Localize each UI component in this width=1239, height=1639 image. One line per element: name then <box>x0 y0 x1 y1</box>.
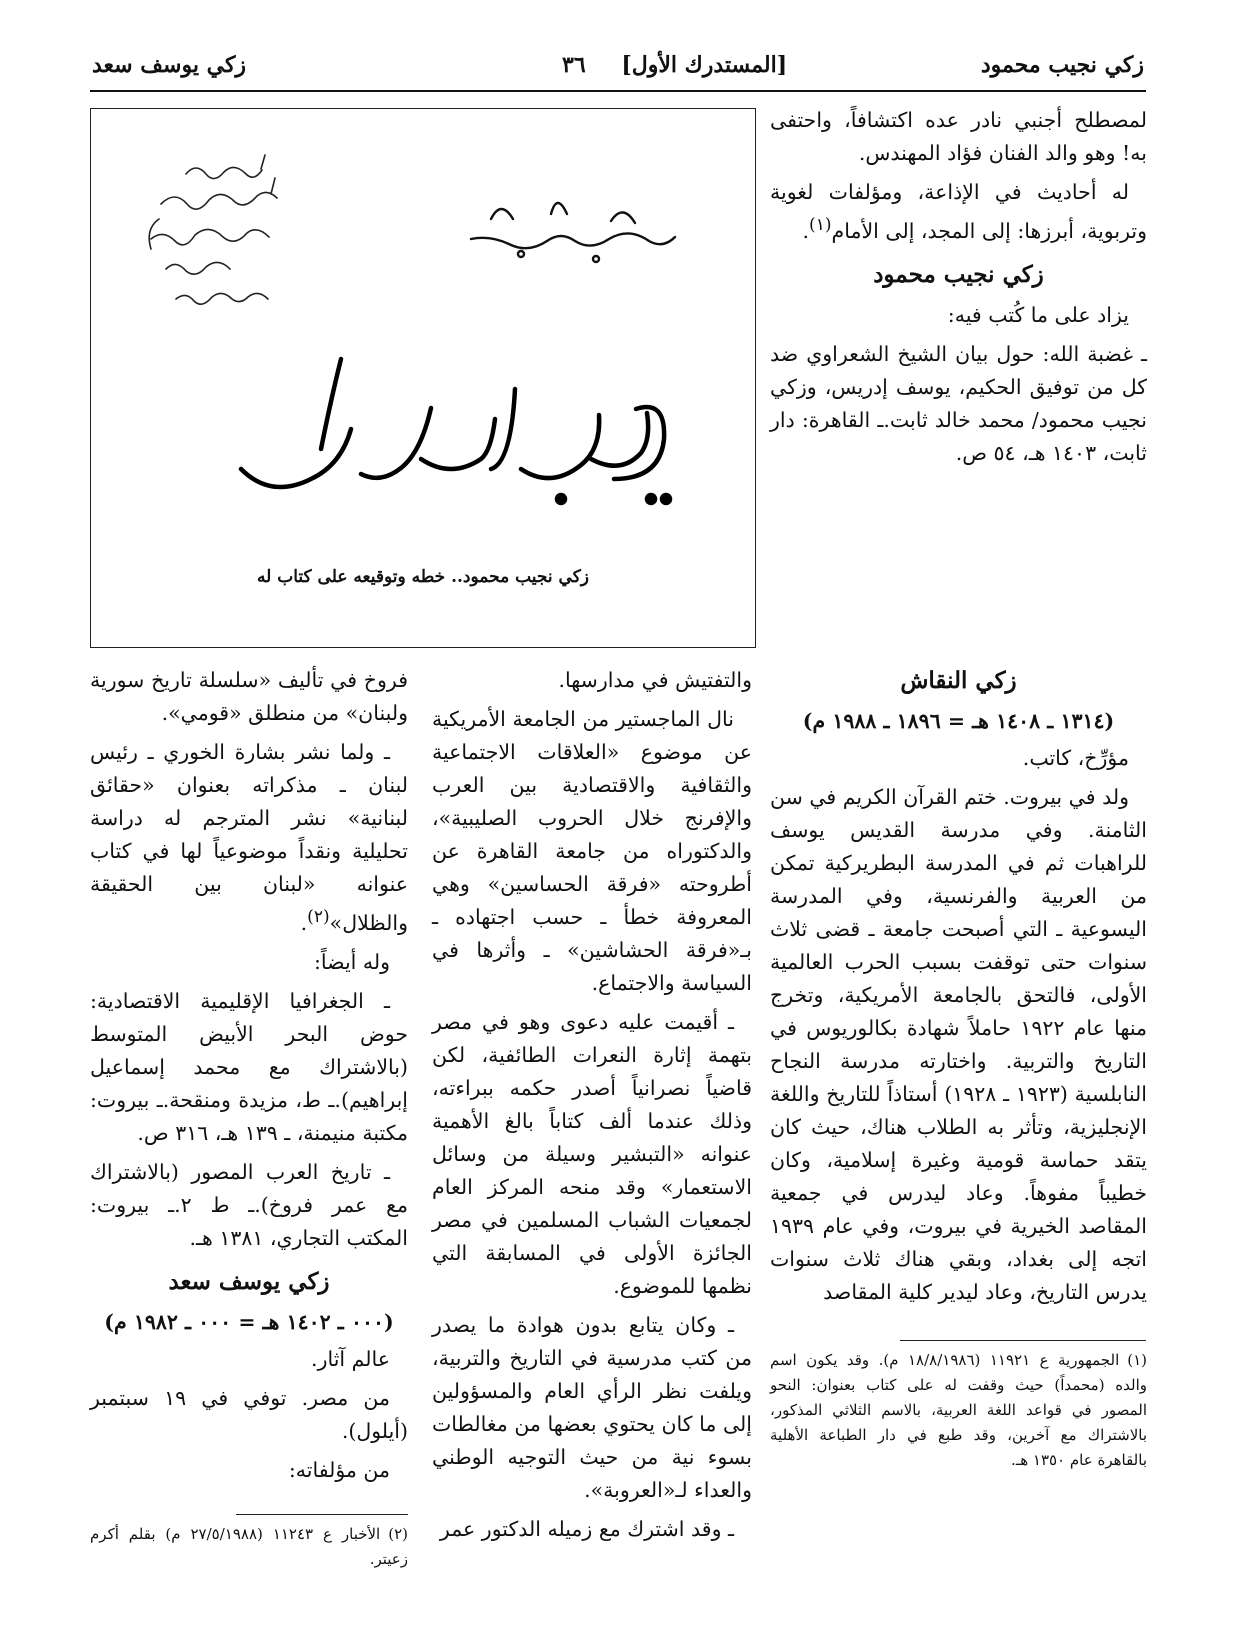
column-right-top <box>770 104 1147 476</box>
footnote-ref: (٢) <box>307 907 330 927</box>
dedication-scribble <box>149 155 277 304</box>
signature-scribble <box>471 203 675 262</box>
paragraph: ـ وقد اشترك مع زميله الدكتور عمر <box>439 1517 734 1541</box>
column-middle <box>432 664 752 1552</box>
footnote-2 <box>90 1522 408 1572</box>
header-section-title: [المستدرك الأول] <box>621 52 788 78</box>
paragraph: ـ وكان يتابع بدون هوادة ما يصدر من كتب مدرسية في التاريخ والتربية، ويلفت نظر الرأي العام والمسؤولين إلى ما كان يحتوي بعضها من مغالطات بسوء نية من حيث التوجيه الوطني والعداء لـ«العروبة». <box>432 1313 752 1502</box>
paragraph: ـ الجغرافيا الإقليمية الاقتصادية: حوض البحر الأبيض المتوسط (بالاشتراك مع محمد إسماعيل إبراهيم).ـ ط، مزيدة ومنقحة.ـ بيروت: مكتبة منيمنة، ـ ١٣٩ هـ، ٣١٦ ص. <box>90 988 408 1145</box>
title-calligraphy <box>241 359 670 503</box>
footnote-rule <box>236 1514 408 1515</box>
paragraph-text: ـ ولما نشر بشارة الخوري ـ رئيس لبنان ـ مذكراته بعنوان «حقائق لبنانية» نشر المترجم له دراسة تحليلية ونقداً موضوعياً لها في كتاب عنوانه «لبنان بين الحقيقة والظلال» <box>90 740 408 935</box>
footnote-rule <box>900 1340 1146 1341</box>
footnote-ref: (١) <box>809 215 832 235</box>
footnote-text: الجمهورية ع ١١٩٢١ (١٨/٨/١٩٨٦ م). وقد يكون اسم والده (محمداً) حيث وقفت له على كتاب بعنوان: النحو المصور في قواعد اللغة العربية، بالاسم الثلاثي المذكور، بالاشتراك مع آخرين، وقد طبع في دار الطباعة الأهلية بالقاهرة عام ١٣٥٠ هـ. <box>770 1351 1147 1469</box>
header-rule <box>90 90 1146 92</box>
paragraph: وله أيضاً: <box>314 949 390 974</box>
paragraph: مؤرِّخ، كاتب. <box>1022 746 1129 770</box>
paragraph-text: له أحاديث في الإذاعة، ومؤلفات لغوية وتربوية، أبرزها: إلى المجد، إلى الأمام <box>770 180 1147 243</box>
header-entry-left: زكي يوسف سعد <box>92 52 247 78</box>
paragraph: فروخ في تأليف «سلسلة تاريخ سورية ولبنان» من منطلق «قومي». <box>90 668 408 725</box>
footnote-1 <box>770 1348 1147 1473</box>
paragraph: والتفتيش في مدارسها. <box>558 668 752 692</box>
footnote-number: (٢) <box>388 1525 409 1543</box>
paragraph: لمصطلح أجنبي نادر عده اكتشافاً، واحتفى به! وهو والد الفنان فؤاد المهندس. <box>770 108 1147 165</box>
paragraph: من مصر. توفي في ١٩ سبتمبر (أيلول). <box>90 1385 408 1443</box>
entry-heading: زكي نجيب محمود <box>873 260 1044 288</box>
entry-dates: (١٣١٤ ـ ١٤٠٨ هـ = ١٨٩٦ ـ ١٩٨٨ م) <box>802 709 1115 733</box>
paragraph: عالم آثار. <box>311 1346 390 1371</box>
entry-dates: (٠٠٠ ـ ١٤٠٢ هـ = ٠٠٠ ـ ١٩٨٢ م) <box>104 1309 394 1334</box>
paragraph: ولد في بيروت. ختم القرآن الكريم في سن الثامنة. وفي مدرسة القديس يوسف للراهبات ثم في المدرسة البطريركية تمكن من العربية والفرنسية، وفي المدرسة اليسوعية ـ التي أصبحت جامعة ـ قضى ثلاث سنوات حتى توقفت بسبب الحرب العالمية الأولى، فالتحق بالجامعة الأمريكية، وتخرج منها عام ١٩٢٢ حاملاً شهادة بكالوريوس في التاريخ والتربية. واختارته مدرسة النجاح النابلسية (١٩٢٣ ـ ١٩٢٨) أستاذاً للتاريخ واللغة الإنجليزية، وتأثر به الطلاب هناك، حيث كان يتقد حماسة قومية وغيرة إسلامية، وكان خطيباً مفوهاً. وعاد ليدرس في جمعية المقاصد الخيرية في بيروت، وفي عام ١٩٣٩ اتجه إلى بغداد، وبقي هناك ثلاث سنوات يدرس التاريخ، وعاد ليدير كلية المقاصد <box>770 785 1147 1304</box>
figure-caption: زكي نجيب محمود.. خطه وتوقيعه على كتاب له <box>256 567 590 587</box>
header-center <box>562 52 787 78</box>
handwriting-figure <box>90 108 756 648</box>
entry-heading: زكي يوسف سعد <box>168 1267 330 1295</box>
paragraph: نال الماجستير من الجامعة الأمريكية عن موضوع «العلاقات الاجتماعية والثقافية والاقتصادية بين العرب والإفرنج خلال الحروب الصليبية»، والدكتوراه من جامعة القاهرة عن أطروحته «فرقة الحساسين» وهي المعروفة خطأ ـ حسب اجتهاده ـ بـ«فرقة الحشاشين» ـ وأثرها في السياسة والاجتماع. <box>432 707 752 995</box>
footnote-number: (١) <box>1127 1351 1148 1369</box>
paragraph: ـ تاريخ العرب المصور (بالاشتراك مع عمر فروخ).ـ ط ٢.ـ بيروت: المكتب التجاري، ١٣٨١ هـ. <box>90 1159 408 1250</box>
column-right-bottom <box>770 664 1147 1315</box>
paragraph-with-ref: له أحاديث في الإذاعة، ومؤلفات لغوية وتربوية، أبرزها: إلى المجد، إلى الأمام$^{(١)}$. <box>770 180 1147 243</box>
paragraph: ـ غضبة الله: حول بيان الشيخ الشعراوي ضد كل من توفيق الحكيم، يوسف إدريس، وزكي نجيب محمود/ محمد خالد ثابت.ـ القاهرة: دار ثابت، ١٤٠٣ هـ، ٥٤ ص. <box>770 341 1147 465</box>
paragraph: ـ أقيمت عليه دعوى وهو في مصر بتهمة إثارة النعرات الطائفية، لكن قاضياً نصرانياً أصدر حكمه ببراءته، وذلك عندما ألف كتاباً بالغ الأهمية عنوانه «التبشير وسيلة من وسائل الاستعمار» وقد منحه المركز العام لجمعيات الشباب المسلمين في مصر الجائزة الأولى في المسابقة التي نظمها للموضوع. <box>432 1010 752 1298</box>
page-number: ٣٦ <box>562 52 586 78</box>
header-entry-right: زكي نجيب محمود <box>980 52 1144 78</box>
running-header <box>92 50 1144 86</box>
paragraph: من مؤلفاته: <box>288 1457 390 1482</box>
entry-heading: زكي النقاش <box>900 667 1017 694</box>
footnote-text: الأخبار ع ١١٢٤٣ (٢٧/٥/١٩٨٨ م) بقلم أكرم زعيتر. <box>90 1525 408 1568</box>
column-left <box>90 664 408 1493</box>
paragraph: يزاد على ما كُتب فيه: <box>947 302 1129 327</box>
paragraph-with-ref: ـ ولما نشر بشارة الخوري ـ رئيس لبنان ـ مذكراته بعنوان «حقائق لبنانية» نشر المترجم له دراسة تحليلية ونقداً موضوعياً لها في كتاب عنوانه «لبنان بين الحقيقة والظلال»$^{(٢)}$. <box>90 740 408 935</box>
